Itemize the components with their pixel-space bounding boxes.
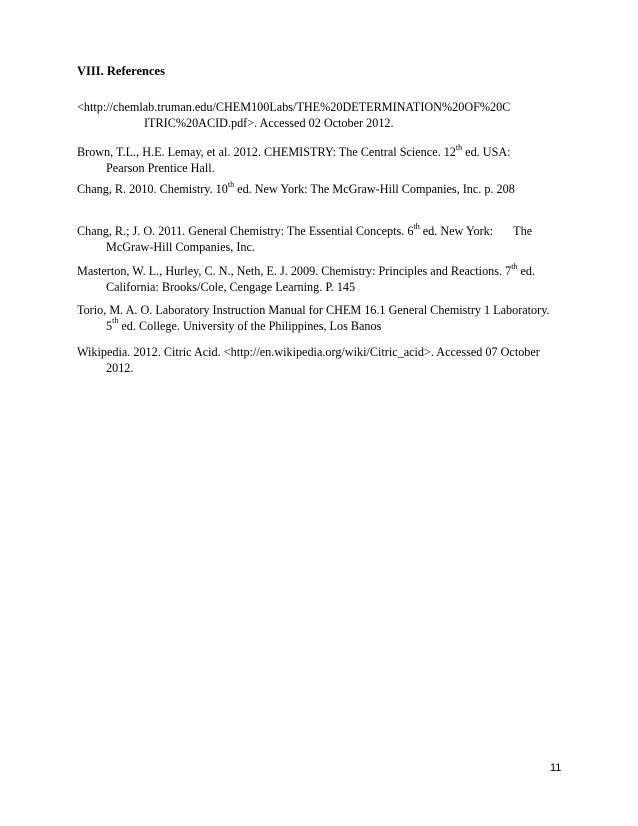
reference-line: McGraw-Hill Companies, Inc.	[106, 239, 255, 254]
reference-entry	[77, 179, 515, 198]
reference-line	[77, 179, 515, 198]
reference-entry	[77, 142, 511, 176]
superscript: th	[455, 142, 463, 152]
reference-text: ed. College. University of the Philippines, Los Banos	[118, 318, 382, 333]
superscript: th	[413, 221, 420, 231]
reference-entry	[77, 345, 540, 376]
reference-text: 5	[106, 318, 113, 333]
reference-entry	[77, 100, 510, 131]
reference-entry	[77, 303, 550, 334]
superscript: th	[227, 179, 235, 189]
reference-text: Chang, R. 2010. Chemistry. 10	[77, 182, 228, 196]
reference-entry	[77, 221, 533, 255]
reference-line: Pearson Prentice Hall.	[106, 160, 215, 175]
reference-line: Torio, M. A. O. Laboratory Instruction Manual for CHEM 16.1 General Chemistry 1 Laboratory.	[77, 303, 550, 317]
reference-line	[77, 261, 536, 280]
reference-line: Wikipedia. 2012. Citric Acid. <http://en.wikipedia.org/wiki/Citric_acid>. Accessed 07 October	[77, 345, 540, 359]
references-heading: VIII. References	[77, 64, 165, 78]
superscript: th	[511, 261, 518, 271]
reference-line	[77, 221, 533, 240]
reference-text: ed.	[517, 264, 536, 278]
reference-line: California: Brooks/Cole, Cengage Learning. P. 145	[106, 279, 356, 294]
reference-entry	[77, 261, 536, 295]
page-number: 11	[550, 762, 562, 774]
reference-text: Chang, R.; J. O. 2011. General Chemistry: The Essential Concepts. 6	[77, 224, 414, 238]
reference-text: Brown, T.L., H.E. Lemay, et al. 2012. CHEMISTRY: The Central Science. 12	[77, 145, 456, 159]
reference-text: Masterton, W. L., Hurley, C. N., Neth, E. J. 2009. Chemistry: Principles and Reactions. 7	[77, 264, 512, 278]
reference-line: ITRIC%20ACID.pdf>. Accessed 02 October 2012.	[144, 115, 394, 130]
reference-text: ed. New York:	[419, 224, 494, 238]
reference-text: ed. New York: The McGraw-Hill Companies, Inc. p. 208	[234, 182, 515, 196]
reference-line	[77, 316, 550, 335]
reference-line: 2012.	[106, 360, 134, 375]
reference-line	[77, 142, 511, 161]
reference-line: <http://chemlab.truman.edu/CHEM100Labs/THE%20DETERMINATION%20OF%20C	[77, 100, 511, 114]
reference-text: ed. USA:	[462, 145, 511, 159]
reference-text: The	[513, 224, 533, 238]
superscript: th	[112, 316, 119, 326]
